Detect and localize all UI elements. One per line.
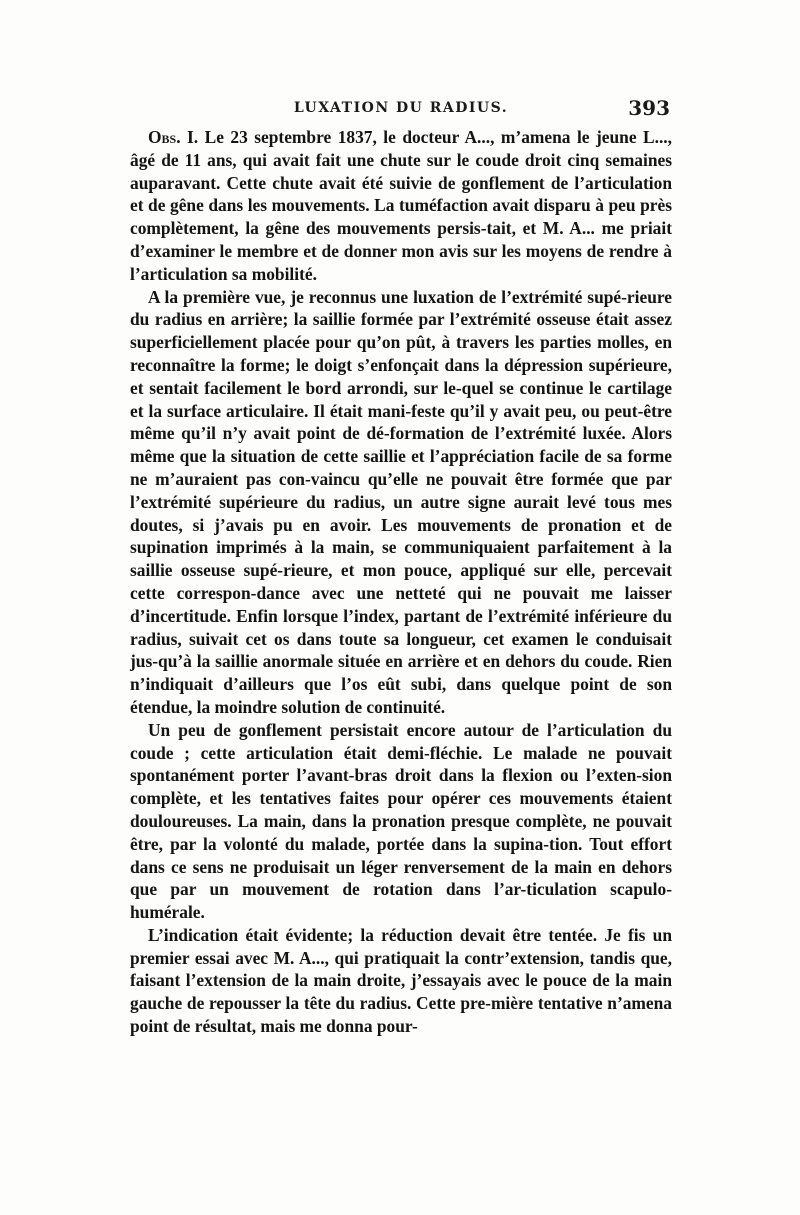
paragraph-text: Un peu de gonflement persistait encore autour de l’articulation du coude ; cette articulation était demi-fléchie. Le malade ne pouvait spontanément porter l’avant-bras droit dans la flexion ou l’exten-sion complète, et les tentatives faites pour opérer ces mouvements étaient douloureuses. La main, dans la pronation presque complète, ne pouvait être, par la volonté du malade, portée dans la supina-tion. Tout effort dans ce sens ne produisait un léger renversement de la main en dehors que par un mouvement de rotation dans l’ar-ticulation scapulo-humérale. <box>130 719 672 923</box>
paragraph-text: L’indication était évidente; la réduction devait être tentée. Je fis un premier essai avec M. A..., qui pratiquait la contr’extension, tandis que, faisant l’extension de la main droite, j’essayais avec le pouce de la main gauche de repousser la tête du radius. Cette pre-mière tentative n’amena point de résultat, mais me donna pour- <box>130 924 672 1037</box>
paragraph-text: Le 23 septembre 1837, le docteur A..., m’amena le jeune L..., âgé de 11 ans, qui avait fait une chute sur le coude droit cinq semaines auparavant. Cette chute avait été suivie de gonflement de l’articulation et de gêne dans les mouvements. La tuméfaction avait disparu à peu près complètement, la gêne des mouvements persis-tait, et M. A... me priait d’examiner le membre et de donner mon avis sur les moyens de rendre à l’articulation sa mobilité. <box>130 127 672 284</box>
page-header <box>132 96 670 122</box>
paragraph-diagnosis <box>130 286 672 719</box>
paragraph-symptoms <box>130 719 672 924</box>
paragraph-text: A la première vue, je reconnus une luxation de l’extrémité supé-rieure du radius en arrière; la saillie formée par l’extrémité osseuse était assez superficiellement placée pour qu’on pût, à travers les parties molles, en reconnaître la forme; le doigt s’enfonçait dans la dépression supérieure, et sentait facilement le bord arrondi, sur le-quel se continue le cartilage et la surface articulaire. Il était mani-feste qu’il y avait peu, ou peut-être même qu’il n’y avait point de dé-formation de l’extrémité luxée. Alors même que la situation de cette saillie et l’appréciation facile de sa forme ne m’auraient pas con-vaincu qu’elle ne pouvait être formée que par l’extrémité supérieure du radius, un autre signe aurait levé tous mes doutes, si j’avais pu en avoir. Les mouvements de pronation et de supination imprimés à la main, se communiquaient parfaitement à la saillie osseuse supé-rieure, et mon pouce, appliqué sur elle, percevait cette correspon-dance avec une netteté qui ne pouvait me laisser d’incertitude. Enfin lorsque l’index, partant de l’extrémité inférieure du radius, suivait cet os dans toute sa longueur, cet examen le conduisait jus-qu’à la saillie anormale située en arrière et en dehors du coude. Rien n’indiquait d’ailleurs que l’os eût subi, dans quelque point de son étendue, la moindre solution de continuité. <box>130 286 672 717</box>
paragraph-observation <box>130 126 672 286</box>
observation-label: Obs. I. <box>148 127 199 147</box>
paragraph-treatment <box>130 924 672 1038</box>
body-text <box>130 126 672 1038</box>
running-head: LUXATION DU RADIUS. <box>293 100 509 116</box>
page-number: 393 <box>628 96 670 120</box>
